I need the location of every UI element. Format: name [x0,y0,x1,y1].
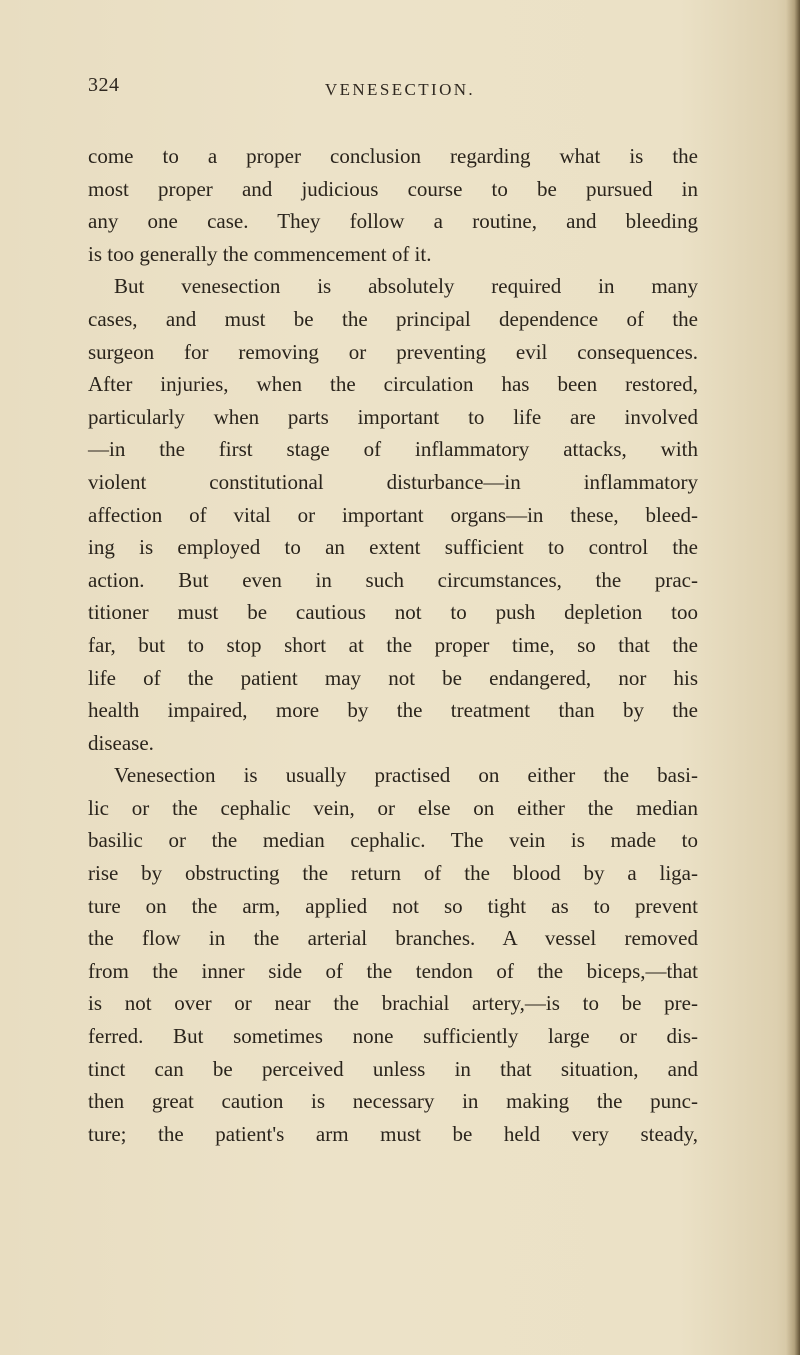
text-line: most proper and judicious course to be pursued in [88,176,698,201]
text-line: ferred. But sometimes none sufficiently large or dis- [88,1024,698,1049]
text-line: rise by obstructing the return of the blood by a liga- [88,861,698,886]
text-line: is too generally the commencement of it. [88,241,432,266]
page-number: 324 [88,74,120,96]
text-line: from the inner side of the tendon of the biceps,—that [88,958,698,983]
running-title: VENESECTION. [324,80,476,99]
text-line: ture; the patient's arm must be held very steady, [88,1121,698,1146]
text-line: basilic or the median cephalic. The vein is made to [88,828,698,853]
text-line: tinct can be perceived unless in that situation, and [88,1056,698,1081]
text-line: far, but to stop short at the proper time, so that the [88,632,698,657]
text-line: violent constitutional disturbance—in inflammatory [88,469,698,494]
page-binding-edge [786,0,800,1355]
body-text [88,140,698,1150]
text-line: come to a proper conclusion regarding what is the [88,144,698,168]
text-line: Venesection is usually practised on either the basi- [114,763,698,788]
text-line: ing is employed to an extent sufficient to control the [88,535,698,560]
text-line: life of the patient may not be endangered, nor his [88,665,698,690]
text-line: cases, and must be the principal dependence of the [88,306,698,331]
text-line: lic or the cephalic vein, or else on either the median [88,795,698,820]
text-line: action. But even in such circumstances, the prac- [88,567,698,592]
text-line: is not over or near the brachial artery,—is to be pre- [88,991,698,1016]
text-line: titioner must be cautious not to push depletion too [88,600,698,625]
text-line: the flow in the arterial branches. A vessel removed [88,926,698,951]
text-line: particularly when parts important to life are involved [88,404,698,429]
text-line: health impaired, more by the treatment than by the [88,698,698,723]
text-line: then great caution is necessary in making the punc- [88,1089,698,1114]
text-line: After injuries, when the circulation has been restored, [88,372,698,397]
text-line: any one case. They follow a routine, and bleeding [88,209,698,234]
text-line: affection of vital or important organs—in these, bleed- [88,502,698,527]
text-line: But venesection is absolutely required in many [114,274,698,299]
text-line: —in the first stage of inflammatory attacks, with [88,437,698,462]
text-line: surgeon for removing or preventing evil consequences. [88,339,698,364]
text-line: disease. [88,730,154,755]
text-line: ture on the arm, applied not so tight as to prevent [88,893,698,918]
